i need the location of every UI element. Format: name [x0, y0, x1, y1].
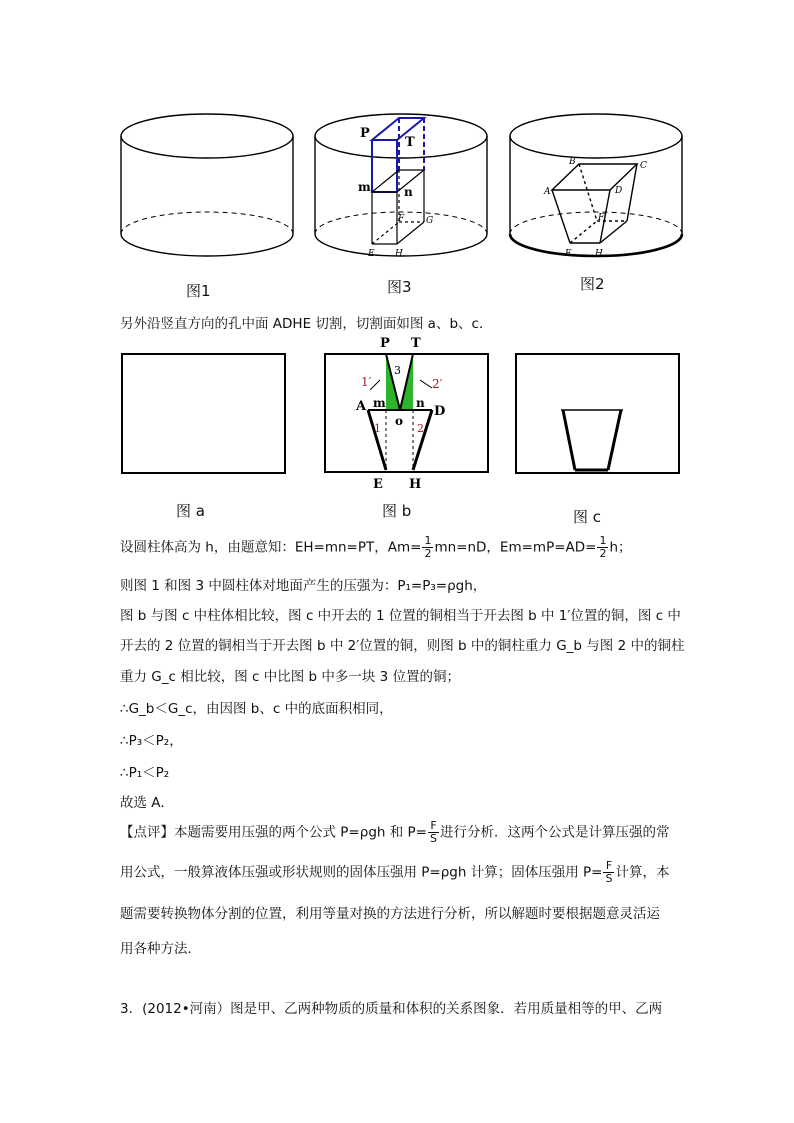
fraction-half-1: $\frac{1}{2}$ — [424, 534, 432, 560]
fraction-f-over-s-2: $\frac{F}{S}$ — [605, 859, 613, 885]
figure-c-section — [513, 352, 683, 476]
figure-2-caption: 图2 — [580, 275, 605, 293]
fig3-label-E: E — [368, 249, 375, 259]
solution-line-6: ∴G_b＜G_c，由因图 b、c 中的底面积相同， — [120, 701, 393, 717]
figure-b-caption: 图 b — [382, 502, 412, 520]
comment-line-4: 用各种方法． — [120, 941, 201, 957]
comment-line-3: 题需要转换物体分割的位置，利用等量对换的方法进行分析，所以解题时要根据题意灵活运 — [120, 906, 660, 922]
figb-label-m: m — [373, 396, 386, 410]
fraction-f-over-s-1: $\frac{F}{S}$ — [429, 819, 437, 845]
figure-3-caption: 图3 — [387, 278, 412, 296]
fig2-label-C: C — [640, 161, 647, 171]
comment-line-1: 【点评】本题需要用压强的两个公式 P=ρgh 和 P= $\frac{F}{S}$ 进行分析．这两个公式是计算压强的常 — [120, 819, 670, 845]
figb-label-T: T — [411, 336, 421, 351]
fig3-label-F: F — [398, 214, 405, 224]
figb-label-D: D — [434, 404, 446, 419]
figb-label-2: 2 — [417, 422, 424, 435]
figb-label-A: A — [356, 399, 367, 414]
figb-label-o: o — [395, 414, 404, 428]
solution-line-5: 重力 G_c 相比较，图 c 中比图 b 中多一块 3 位置的铜； — [120, 669, 461, 685]
figure-3-cylinder — [312, 100, 492, 265]
fig2-label-D: D — [615, 186, 623, 196]
solution-line-8: ∴P₁＜P₂ — [120, 765, 170, 781]
figb-label-1-prime: 1′ — [361, 375, 372, 389]
fig2-label-F: F — [598, 213, 605, 223]
figure-1-caption: 图1 — [186, 282, 211, 300]
fig3-label-n: n — [404, 185, 413, 199]
figure-b-section — [322, 334, 492, 494]
fig3-label-H: H — [395, 249, 403, 259]
figure-a-caption: 图 a — [176, 502, 205, 520]
figure-c-caption: 图 c — [573, 508, 602, 526]
fig2-label-E: E — [565, 249, 572, 259]
fig2-label-B: B — [569, 157, 576, 167]
comment-line-2: 用公式，一般算液体压强或形状规则的固体压强用 P=ρgh 计算；固体压强用 P= $\frac{F}{S}$ 计算，本 — [120, 859, 670, 885]
fig3-label-G: G — [426, 216, 434, 226]
figure-1-cylinder — [118, 112, 298, 264]
figb-label-E: E — [373, 477, 383, 492]
figb-label-1: 1 — [374, 422, 381, 435]
figb-label-P: P — [380, 336, 390, 351]
intro-text: 另外沿竖直方向的孔中面 ADHE 切割，切割面如图 a、b、c． — [120, 316, 493, 332]
fraction-half-2: $\frac{1}{2}$ — [599, 534, 607, 560]
figure-a-section — [120, 352, 288, 476]
figb-label-2-prime: 2′ — [432, 377, 443, 391]
solution-line-1: 设圆柱体高为 h，由题意知：EH=mn=PT，Am= $\frac{1}{2}$ mn=nD，Em=mP=AD= $\frac{1}{2}$ h； — [120, 534, 632, 560]
figb-label-H: H — [409, 477, 422, 492]
figure-2-cylinder — [507, 106, 687, 266]
solution-line-2: 则图 1 和图 3 中圆柱体对地面产生的压强为：P₁=P₃=ρgh， — [120, 578, 487, 594]
fig3-label-m: m — [358, 180, 371, 194]
fig2-label-H: H — [595, 249, 603, 259]
solution-line-7: ∴P₃＜P₂， — [120, 733, 183, 749]
solution-line-4: 开去的 2 位置的铜相当于开去图 b 中 2′位置的铜，则图 b 中的铜柱重力 G_b 与图 2 中的铜柱 — [120, 638, 685, 654]
fig3-label-P: P — [360, 126, 370, 141]
question-3-text: 3．(2012•河南）图是甲、乙两种物质的质量和体积的关系图象．若用质量相等的甲、乙两 — [120, 1001, 663, 1017]
fig3-label-T: T — [405, 135, 415, 150]
fig2-label-A: A — [544, 187, 551, 197]
figb-label-3: 3 — [394, 364, 401, 377]
figb-label-n: n — [416, 396, 425, 410]
solution-line-9: 故选 A． — [120, 795, 175, 811]
solution-line-3: 图 b 与图 c 中柱体相比较，图 c 中开去的 1 位置的铜相当于开去图 b 中 1′位置的铜，图 c 中 — [120, 608, 681, 624]
